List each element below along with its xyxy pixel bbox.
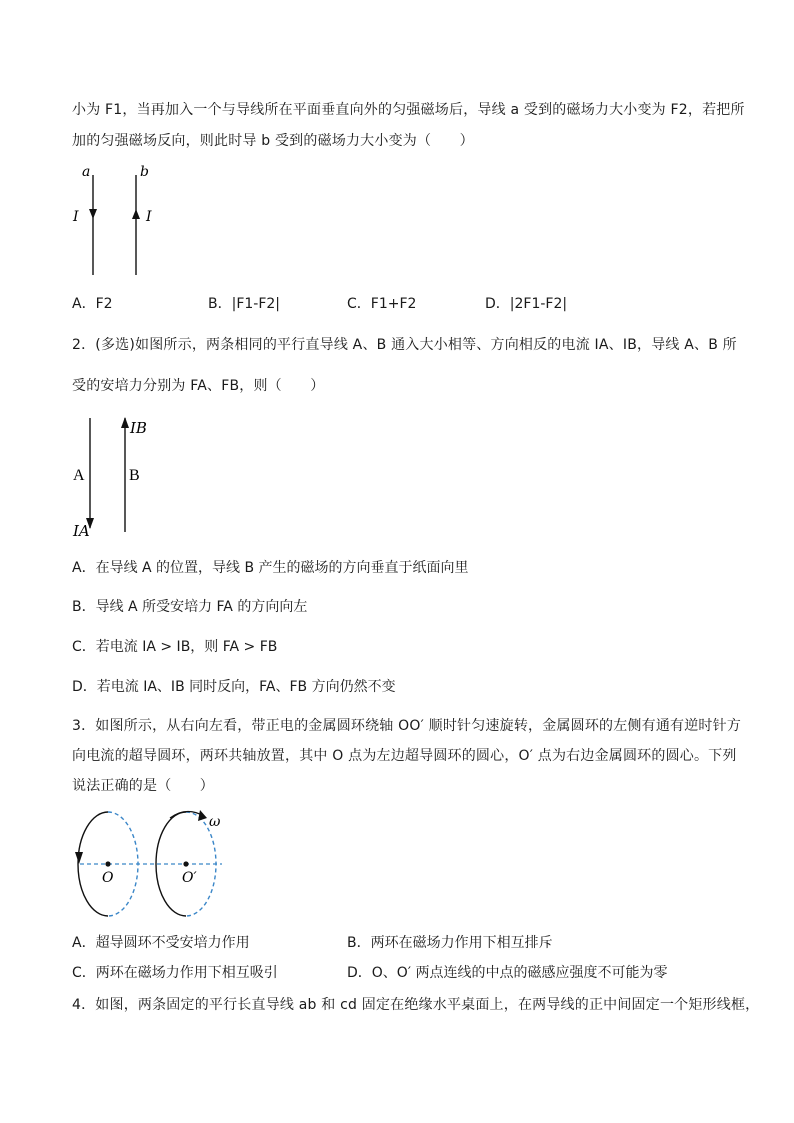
q2-option-b: B．导线 A 所受安培力 FA 的方向向左 — [72, 599, 308, 615]
q1-label-a: a — [82, 164, 91, 180]
q3-center-right-dot — [183, 861, 188, 866]
q2-label-a: A — [73, 467, 85, 484]
q2-option-c: C．若电流 IA > IB，则 FA > FB — [72, 639, 278, 655]
q2-text-line2: 受的安培力分别为 FA、FB，则（ ） — [72, 378, 325, 394]
q3-label-omega: ω — [209, 814, 221, 830]
q3-option-c: C．两环在磁场力作用下相互吸引 — [72, 965, 278, 981]
q1-option-b: B．|F1-F2| — [208, 296, 281, 312]
q2-current-b: IB — [130, 419, 147, 437]
q3-left-ring-arrow — [75, 852, 83, 864]
q1-current-a: I — [73, 209, 79, 225]
q3-text-line1: 3．如图所示，从右向左看，带正电的金属圆环绕轴 OO′ 顺时针匀速旋转，金属圆环的左侧有通有逆时针方 — [72, 718, 742, 734]
q1-text-line1: 小为 F1，当再加入一个与导线所在平面垂直向外的匀强磁场后，导线 a 受到的磁场力大小变为 F2，若把所 — [72, 102, 745, 118]
q1-option-a: A．F2 — [72, 296, 113, 312]
q3-label-o: O — [102, 870, 114, 886]
q1-option-d: D．|2F1-F2| — [485, 296, 568, 312]
q3-text-line3: 说法正确的是（ ） — [72, 778, 214, 794]
q2-current-a: IA — [73, 522, 90, 540]
q2-text-line1: 2．(多选)如图所示，两条相同的平行直导线 A、B 通入大小相等、方向相反的电流 IA、IB，导线 A、B 所 — [72, 337, 737, 353]
q1-text-line2: 加的匀强磁场反向，则此时导 b 受到的磁场力大小变为（ ） — [72, 133, 474, 149]
q1-option-c: C．F1+F2 — [347, 296, 417, 312]
q1-current-b: I — [146, 209, 152, 225]
q1-label-b: b — [140, 164, 149, 180]
q3-option-d: D．O、O′ 两点连线的中点的磁感应强度不可能为零 — [347, 965, 668, 981]
q2-label-b: B — [129, 467, 140, 484]
q3-option-b: B．两环在磁场力作用下相互排斥 — [347, 935, 553, 951]
q2-option-a: A．在导线 A 的位置，导线 B 产生的磁场的方向垂直于纸面向里 — [72, 560, 469, 576]
q2-option-d: D．若电流 IA、IB 同时反向，FA、FB 方向仍然不变 — [72, 679, 396, 695]
q4-text-line1: 4．如图，两条固定的平行长直导线 ab 和 cd 固定在绝缘水平桌面上，在两导线的正中间固定一个矩形线框， — [72, 997, 760, 1013]
q3-text-line2: 向电流的超导圆环，两环共轴放置，其中 O 点为左边超导圆环的圆心，O′ 点为右边金属圆环的圆心。下列 — [72, 748, 737, 764]
q3-option-a: A．超导圆环不受安培力作用 — [72, 935, 250, 951]
q3-label-o-prime: O′ — [182, 870, 197, 886]
q3-rotation-arrowhead — [198, 810, 207, 821]
q3-center-left-dot — [105, 861, 110, 866]
